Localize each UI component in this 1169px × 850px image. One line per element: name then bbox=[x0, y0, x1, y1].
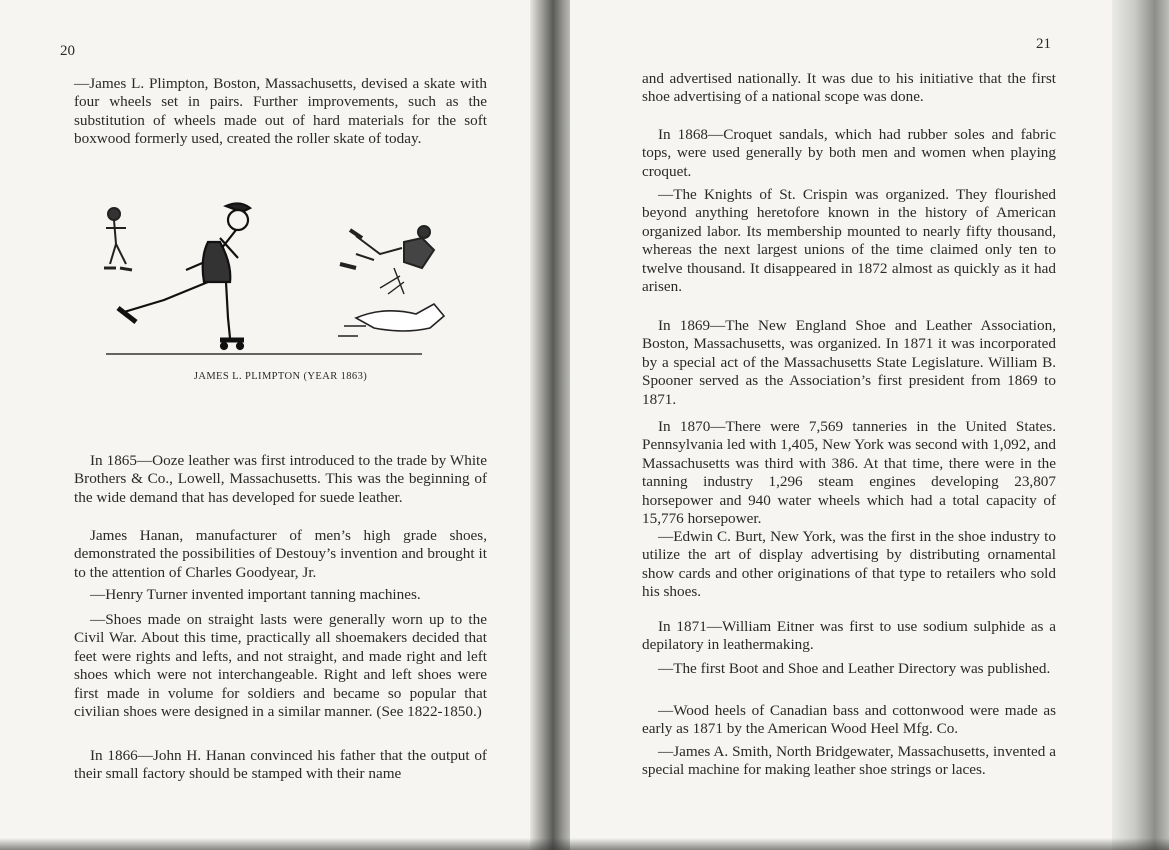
left-paragraph-turner: —Henry Turner invented important tanning machines. bbox=[90, 586, 421, 603]
left-page-number: 20 bbox=[60, 43, 75, 59]
left-paragraph-hanan: James Hanan, manufacturer of men’s high grade shoes, demonstrated the possibilities of Destouy’s invention and brought it to the attention of Charles Goodyear, Jr. bbox=[74, 527, 487, 581]
right-paragraph-continued: and advertised nationally. It was due to his initiative that the first shoe advertising of a national scope was done. bbox=[642, 70, 1056, 106]
roller-skaters-illustration bbox=[104, 198, 476, 358]
right-paragraph-crispin: —The Knights of St. Crispin was organized. They flourished beyond anything heretofore known in the history of American organized labor. Its membership mounted to nearly fifty thousand, whereas the next largest unions of the time claimed only ten to twelve thousand. It disappeared in 1872 almost as quickly as it had arisen. bbox=[642, 186, 1056, 296]
right-page-edge bbox=[1112, 0, 1169, 850]
right-paragraph-1868: In 1868—Croquet sandals, which had rubber soles and fabric tops, were used generally by both men and women when playing croquet. bbox=[642, 126, 1056, 180]
left-paragraph-1866: In 1866—John H. Hanan convinced his father that the output of their small factory should be stamped with their name bbox=[74, 747, 487, 783]
left-paragraph-1865: In 1865—Ooze leather was first introduced to the trade by White Brothers & Co., Lowell, Massachusetts. This was the beginning of the wide demand that has developed for suede leather. bbox=[74, 452, 487, 506]
dog-figure bbox=[338, 304, 444, 336]
right-paragraph-1869: In 1869—The New England Shoe and Leather Association, Boston, Massachusetts, was organized. In 1871 it was incorporated by a special act of the Massachusetts State Legislature. William B. Spooner served as the Association’s first president from 1869 to 1871. bbox=[642, 317, 1056, 408]
left-paragraph-plimpton: —James L. Plimpton, Boston, Massachusetts, devised a skate with four wheels set in pairs. Further improvements, such as the substitution of wheels made out of hard materials for the soft boxwood formerly used, created the roller skate of today. bbox=[74, 75, 487, 148]
right-paragraph-wood-heels: —Wood heels of Canadian bass and cottonwood were made as early as 1871 by the American Wood Heel Mfg. Co. bbox=[642, 702, 1056, 738]
right-paragraph-1871: In 1871—William Eitner was first to use sodium sulphide as a depilatory in leathermaking. bbox=[642, 618, 1056, 654]
right-paragraph-1870: In 1870—There were 7,569 tanneries in the United States. Pennsylvania led with 1,405, New York was second with 1,092, and Massachusetts was third with 386. At that time, there were in the tanning industry 1,296 steam engines developing 23,807 horsepower and 940 water wheels which had a total capacity of 15,776 horsepower. bbox=[642, 418, 1056, 528]
right-paragraph-directory: —The first Boot and Shoe and Leather Directory was published. bbox=[658, 660, 1051, 677]
boy-skater-figure bbox=[104, 208, 132, 270]
plimpton-skater-figure bbox=[118, 203, 250, 349]
right-paragraph-smith: —James A. Smith, North Bridgewater, Massachusetts, invented a special machine for making leather shoe strings or laces. bbox=[642, 743, 1056, 779]
left-paragraph-lasts: —Shoes made on straight lasts were generally worn up to the Civil War. About this time, practically all shoemakers decided that feet were rights and lefts, and not straight, and made right and left shoes which were not interchangeable. Right and left shoes were first made in volume for soldiers and became so popular that civilian shoes were designed in a similar manner. (See 1822-1850.) bbox=[74, 611, 487, 721]
fallen-skater-figure bbox=[340, 226, 434, 294]
illustration-caption: JAMES L. PLIMPTON (YEAR 1863) bbox=[193, 371, 368, 382]
bottom-shadow bbox=[0, 838, 1169, 850]
right-page-number: 21 bbox=[1036, 36, 1051, 52]
right-paragraph-burt: —Edwin C. Burt, New York, was the first in the shoe industry to utilize the art of display advertising by distributing ornamental show cards and other originations of that type to retailers who sold his shoes. bbox=[642, 528, 1056, 601]
